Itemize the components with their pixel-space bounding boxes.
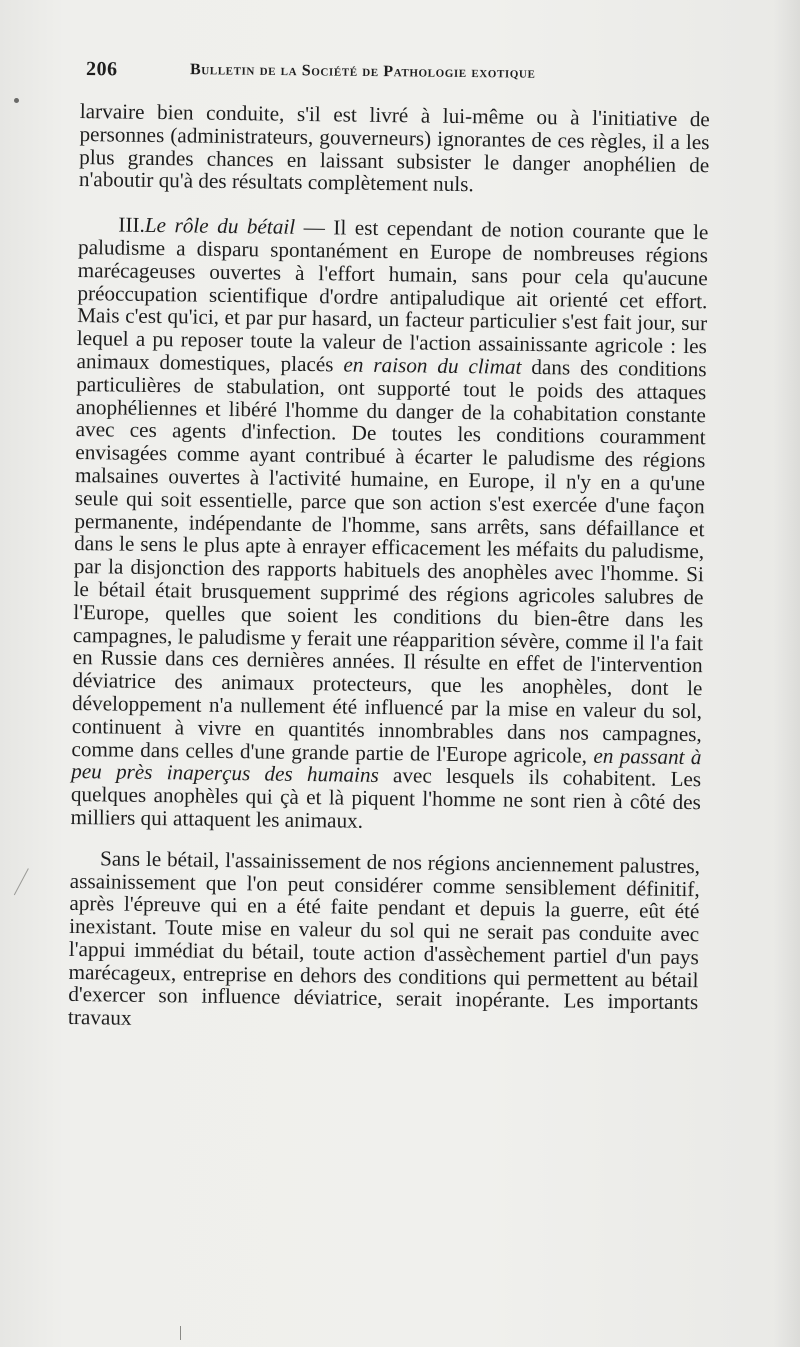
paragraph-2-text-a: Il est cependant de notion courante que le paludisme a disparu spontanément en Europe de nombreuses régions marécageuses ouvertes à l'effort humain, sans pour cela qu'aucune préoccupation scientifique d'ordre antipaludique ait orienté cet effort. Mais c'est qu'ici, et par pur hasard, un facteur particulier s'est fait jour, sur lequel a pu reposer toute la valeur de l'action assainissante agricole : les animaux domestiques, placés — [76, 215, 709, 377]
paragraph-2-text-c: avec lesquels ils cohabitent. Les quelques anophèles qui çà et là piquent l'homme ne sont rien à côté des milliers qui attaquent les animaux. — [70, 763, 702, 833]
margin-scratch — [14, 868, 41, 902]
page-edge-shadow — [774, 0, 800, 1347]
paragraph-2-italic-a: en raison du climat — [343, 352, 522, 379]
section-dash: — — [294, 215, 334, 240]
paragraph-2-text-b: dans des conditions particulières de stabulation, ont supporté tout le poids des attaques anophéliennes et libéré l'homme du danger de la cohabitation constante avec ces agents d'infection. De toutes les conditions couramment envisagées comme ayant contribué à écarter le paludisme des régions malsaines ouvertes à l'activité humaine, en Europe, il n'y en a qu'une seule qui soit essentielle, parce que son action s'est exercée d'une façon permanente, indépendante de l'homme, sans arrêts, sans défaillance et dans le sens le plus apte à enrayer efficacement les méfaits du paludisme, par la disjonction des rapports habituels des anophèles avec l'homme. Si le bétail était brusquement supprimé des régions agricoles salubres de l'Europe, quelles que soient les conditions du bien-être dans les campagnes, le paludisme y ferait une réapparition sévère, comme il l'a fait en Russie dans ces dernières années. Il résulte en effet de l'intervention déviatrice des animaux protecteurs, que les anophèles, dont le développement n'a nullement été influencé par la mise en valeur du sol, continuent à vivre en quantités innombrables dans nos campagnes, comme dans celles d'une grande partie de l'Europe agricole, — [71, 354, 707, 768]
paragraph-3: Sans le bétail, l'assainissement de nos régions anciennement palustres, assainissement que l'on peut considérer comme sensiblement définitif, après l'épreuve qui en a été faite pendant et depuis la guerre, eût été inexistant. Toute mise en valeur du sol qui ne serait pas conduite avec l'appui immédiat du bétail, toute action d'assèchement partiel d'un pays marécageux, entreprise en dehors des conditions qui permettent au bétail d'exercer son influence déviatrice, serait inopérante. Les importants travaux — [67, 846, 701, 1031]
body-text — [68, 100, 710, 1037]
margin-speck — [14, 98, 19, 103]
paragraph-2 — [70, 213, 708, 837]
section-title: Le rôle du bétail — [144, 213, 296, 240]
page-header — [86, 56, 646, 96]
paragraph-1: larvaire bien conduite, s'il est livré à lui-même ou à l'initiative de personnes (administrateurs, gouverneurs) ignorantes de ces règles, il a les plus grandes chances en laissant subsister le danger anophélien de n'aboutir qu'à des résultats complètement nuls. — [78, 99, 710, 197]
page-number: 206 — [85, 58, 118, 81]
section-number: III. — [118, 212, 145, 238]
paragraph-2-italic-b: en passant à peu près inaperçus des humains — [71, 743, 702, 788]
running-title: Bulletin de la Société de Pathologie exotique — [189, 61, 536, 82]
bottom-mark — [180, 1326, 181, 1340]
